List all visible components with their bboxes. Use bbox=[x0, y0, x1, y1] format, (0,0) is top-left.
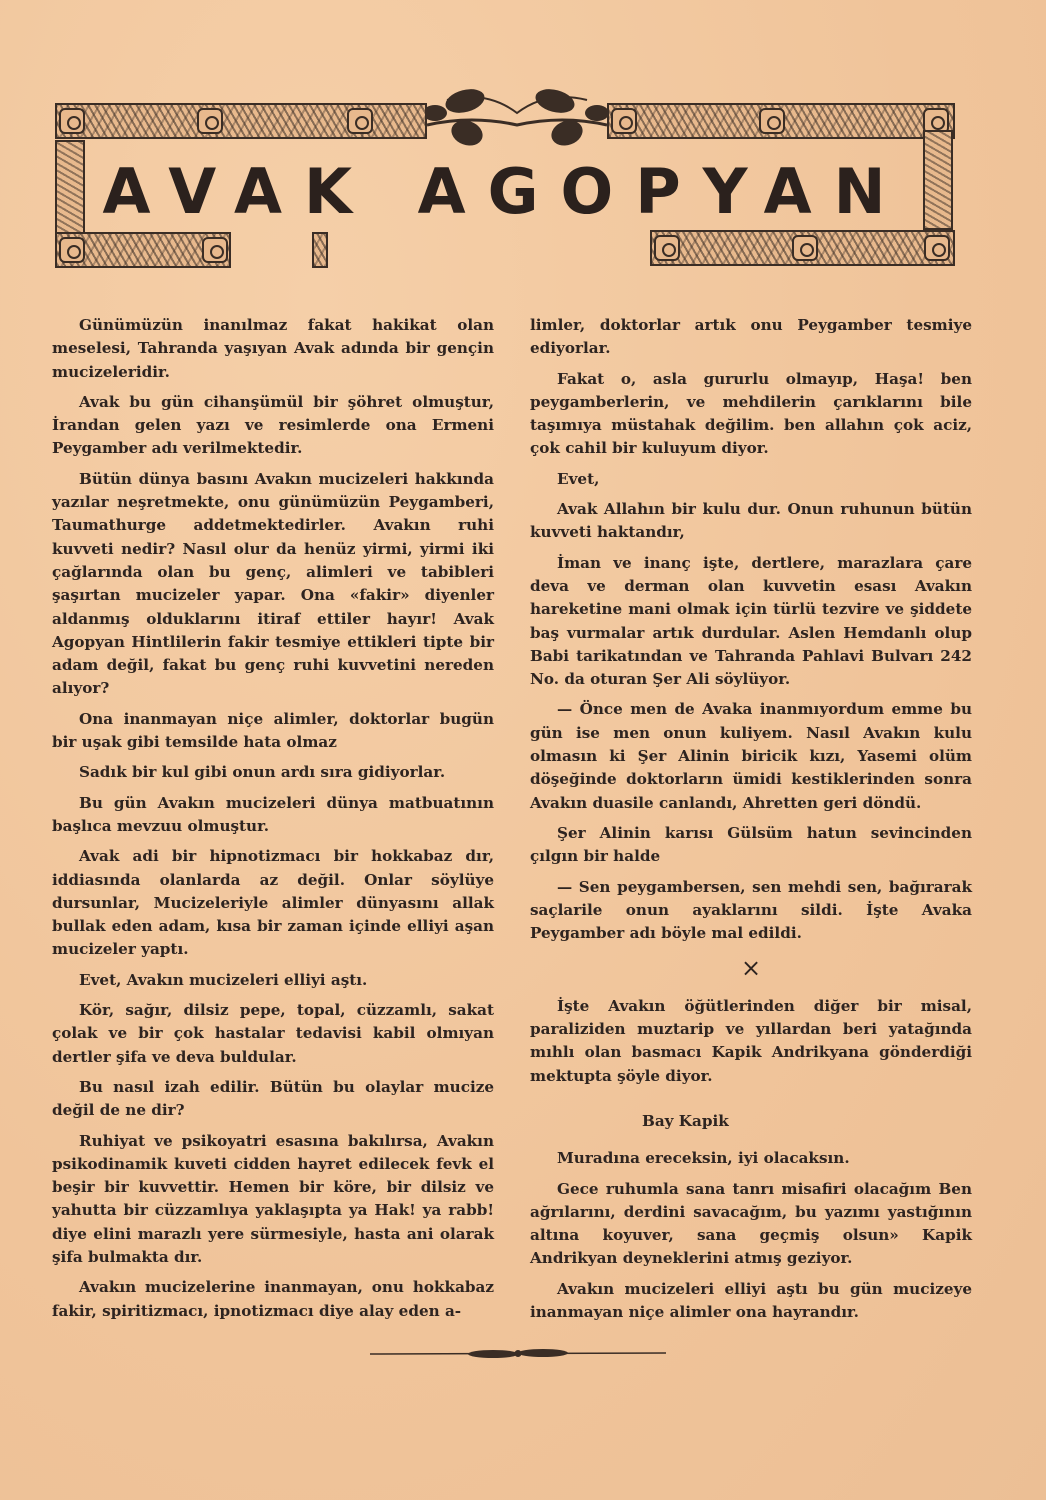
paragraph: Avakın mucizelerine inanmayan, onu hokkabaz fakir, spiritizmacı, ipnotizmacı diye alay eden a- bbox=[52, 1278, 494, 1320]
paragraph: — Önce men de Avaka inanmıyordum emme bu gün ise men onun kuliyem. Nasıl Avakın kulu olmasın ki Şer Alinin biricik kızı, Yasemi olüm döşeğinde doktorların ümidi kestiklerinden sonra Avakın duasile canlandı, Ahretten geri döndü. bbox=[530, 700, 972, 812]
left-column bbox=[52, 314, 494, 1330]
right-column bbox=[530, 314, 972, 1331]
paragraph: Bu gün Avakın mucizeleri dünya matbuatının başlıca mevzuu olmuştur. bbox=[52, 793, 494, 835]
leaf-vine-ornament bbox=[427, 85, 607, 149]
paragraph: Bütün dünya basını Avakın mucizeleri hakkında yazılar neşretmekte, onu günümüzün Peygamberi, Taumathurge addetmektedirler. Avakın ruhi kuvveti nedir? Nasıl olur da henüz yirmi, yirmi iki çağlarında olan bu genç, alimleri ve tabibleri şaşırtan mucizeler yapar. Ona «fakir» diyenler aldanmış olduklarını itiraf ettiler hayır! Avak Agopyan Hintlilerin fakir tesmiye ettikleri tipte bir adam değil, fakat bu genç ruhi kuvvetini nereden alıyor? bbox=[52, 469, 494, 698]
letter-paragraph: Muradına ereceksin, iyi olacaksın. bbox=[557, 1149, 850, 1168]
paragraph: Ona inanmayan niçe alimler, doktorlar bugün bir uşak gibi temsilde hata olmaz bbox=[52, 709, 494, 752]
paragraph: Ruhiyat ve psikoyatri esasına bakılırsa, Avakın psikodinamik kuveti cidden hayret edilecek fevk el beşir bir kuvvettir. Hemen bir köre, bir dilsiz ve yahutta bir cüzzamlıya yaklaşıpta ya Hak! ya rabb! diye elini marazlı yere sürmesiyle, hasta ani olarak şifa bulmakta dır. bbox=[52, 1131, 494, 1266]
letter-salutation: Bay Kapik bbox=[642, 1111, 729, 1130]
bottom-center-rose bbox=[312, 232, 328, 268]
rose-icon bbox=[347, 108, 373, 134]
end-ornament-divider bbox=[368, 1346, 668, 1362]
rose-icon bbox=[759, 108, 785, 134]
page-title: AVAK AGOPYAN bbox=[102, 155, 908, 228]
paragraph: Şer Alinin karısı Gülsüm hatun sevincinden çılgın bir halde bbox=[530, 823, 972, 866]
paragraph: — Sen peygambersen, sen mehdi sen, bağırarak saçlarile onun ayaklarını sildi. İşte Avaka Peygamber adı böyle mal edildi. bbox=[530, 877, 972, 943]
letter-paragraph: Gece ruhumla sana tanrı misafiri olacağım Ben ağrılarını, derdini savacağım, bu yazımı yastığının altına koyuver, sana geçmiş olsun» Kapik Andrikyan deyneklerini atmış geziyor. bbox=[530, 1179, 972, 1268]
rose-icon bbox=[924, 235, 950, 261]
top-left-floral-band bbox=[55, 103, 427, 139]
paragraph: Evet, Avakın mucizeleri elliyi aştı. bbox=[79, 970, 368, 989]
paragraph: Avak adi bir hipnotizmacı bir hokkabaz dır, iddiasında olanlarda az değil. Onlar söylüye dursunlar, Mucizeleriyle alimler dünyasını allak bullak eden adam, kısa bir zaman içinde elliyi aşan mucizeler yaptı. bbox=[52, 847, 494, 959]
closing-paragraph: Avakın mucizeleri elliyi aştı bu gün mucizeye inanmayan niçe alimler ona hayrandır. bbox=[530, 1279, 972, 1321]
section-separator: × bbox=[740, 954, 762, 983]
rose-icon bbox=[202, 237, 228, 263]
ornamental-title-frame bbox=[55, 85, 955, 270]
rose-icon bbox=[654, 235, 680, 261]
bottom-left-floral-band bbox=[55, 232, 231, 268]
top-right-floral-band bbox=[607, 103, 955, 139]
rose-icon bbox=[197, 108, 223, 134]
paragraph: Avak bu gün cihanşümül bir şöhret olmuştur, İrandan gelen yazı ve resimlerde ona Ermeni Peygamber adı verilmektedir. bbox=[52, 392, 494, 458]
rose-icon bbox=[792, 235, 818, 261]
paragraph: Fakat o, asla gururlu olmayıp, Haşa! ben peygamberlerin, ve mehdilerin çarıklarını bile taşımıya müstahak değilim. ben allahın çok aciz, çok cahil bir kuluyum diyor. bbox=[530, 369, 972, 458]
paragraph: Kör, sağır, dilsiz pepe, topal, cüzzamlı, sakat çolak ve bir çok hastalar tedavisi kabil olmıyan dertler şifa ve deva buldular. bbox=[52, 1001, 494, 1066]
paragraph: Evet, bbox=[557, 469, 600, 488]
paragraph: İşte Avakın öğütlerinden diğer bir misal, paraliziden muztarip ve yıllardan beri yatağında mıhlı olan basmacı Kapik Andrikyana gönderdiği mektupta şöyle diyor. bbox=[530, 996, 972, 1085]
paragraph-continuation: limler, doktorlar artık onu Peygamber tesmiye ediyorlar. bbox=[530, 316, 972, 358]
rose-icon bbox=[611, 108, 637, 134]
paragraph: Avak Allahın bir kulu dur. Onun ruhunun bütün kuvveti haktandır, bbox=[530, 500, 972, 542]
paragraph: Sadık bir kul gibi onun ardı sıra gidiyorlar. bbox=[79, 763, 446, 782]
rose-icon bbox=[59, 108, 85, 134]
bottom-right-floral-band bbox=[650, 230, 955, 266]
paragraph: Bu nasıl izah edilir. Bütün bu olaylar mucize değil de ne dir? bbox=[52, 1077, 494, 1120]
paragraph: İman ve inanç işte, dertlere, marazlara çare deva ve derman olan kuvvetin esası Avakın hareketine mani olmak için türlü tezvire ve şiddete baş vurmalar artık durdular. Aslen Hemdanlı olup Babi tarikatından ve Tahranda Pahlavi Bulvarı 242 No. da oturan Şer Ali söylüyor. bbox=[530, 553, 972, 689]
paragraph: Günümüzün inanılmaz fakat hakikat olan meselesi, Tahranda yaşıyan Avak adında bir gençin mucizeleridir. bbox=[52, 316, 494, 381]
rose-icon bbox=[59, 237, 85, 263]
